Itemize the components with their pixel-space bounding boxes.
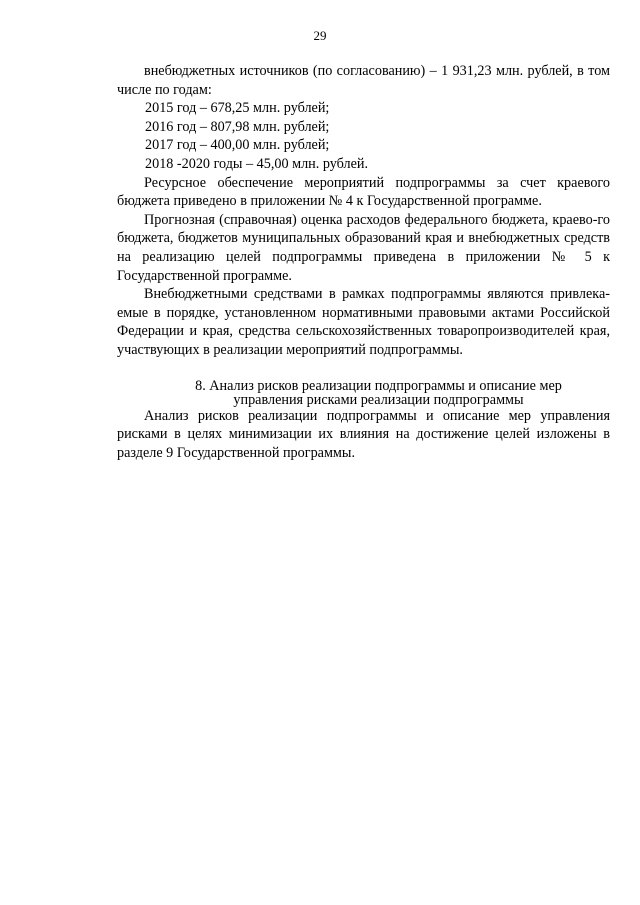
- paragraph-forecast-estimate: Прогнозная (справочная) оценка расходов федерального бюджета, краево-го бюджета, бюджетов муниципальных образований края и внебюджетных средств на реализацию целей подпрограммы приведена в приложении № 5 к Государственной программе.: [117, 211, 610, 284]
- paragraph-extrabudgetary-funds: Внебюджетными средствами в рамках подпрограммы являются привлека-емые в порядке, установленном нормативными правовыми актами Российской Федерации и края, средства сельскохозяйственных товаропроизводителей края, участвующих в реализации мероприятий подпрограммы.: [117, 286, 610, 358]
- section-heading-line-1: 8. Анализ рисков реализации подпрограммы и описание мер: [195, 377, 562, 394]
- funding-by-year-list: [117, 99, 610, 173]
- page-number: 29: [313, 28, 327, 43]
- funding-year-item: 2018 -2020 годы – 45,00 млн. рублей.: [145, 155, 369, 172]
- funding-year-item: 2016 год – 807,98 млн. рублей;: [145, 118, 330, 135]
- section-body-paragraph: Анализ рисков реализации подпрограммы и описание мер управления рисками в целях минимизации их влияния на достижение целей изложены в разделе 9 Государственной программы.: [117, 407, 610, 461]
- paragraph-regional-budget: Ресурсное обеспечение мероприятий подпрограммы за счет краевого бюджета приведено в приложении № 4 к Государственной программе.: [117, 174, 610, 210]
- section-heading: [117, 379, 610, 407]
- funding-year-item: 2015 год – 678,25 млн. рублей;: [145, 100, 330, 117]
- funding-year-item: 2017 год – 400,00 млн. рублей;: [145, 137, 330, 154]
- intro-paragraph: внебюджетных источников (по согласованию) – 1 931,23 млн. рублей, в том числе по годам:: [117, 63, 610, 98]
- document-body: [117, 62, 610, 462]
- section-heading-line-2: управления рисками реализации подпрограммы: [233, 391, 524, 408]
